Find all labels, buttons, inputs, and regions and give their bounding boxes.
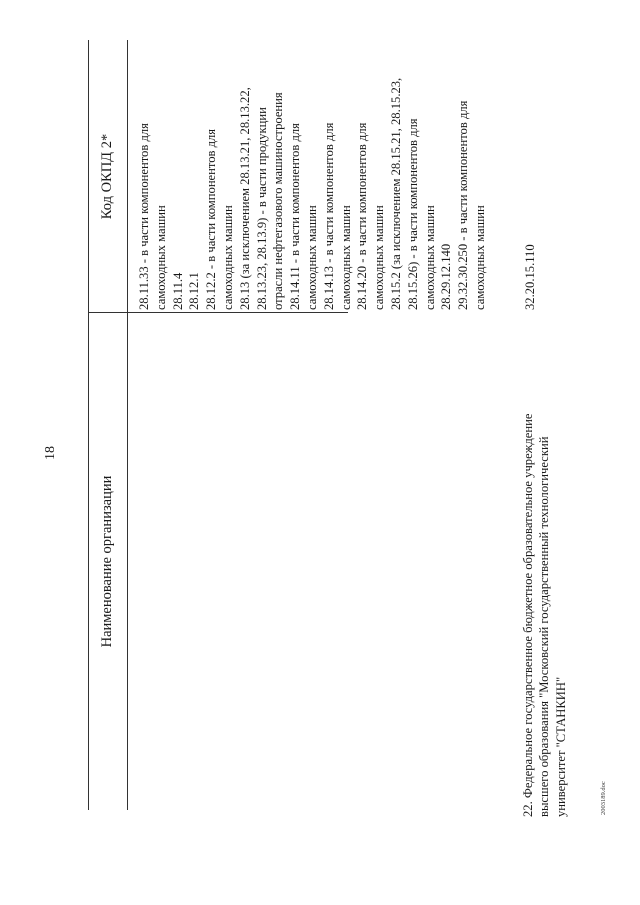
- code-line: самоходных машин: [372, 205, 387, 310]
- code-line: 28.11.33 - в части компонентов для: [137, 123, 151, 310]
- organization-code-cell: 32.20.15.110: [523, 244, 537, 310]
- code-line: 28.29.12.140: [439, 243, 454, 310]
- code-line: самоходных машин: [472, 205, 487, 310]
- code-line: отрасли нефтегазового машиностроения: [271, 92, 286, 310]
- code-line: 28.12.1: [187, 272, 202, 310]
- code-line: 28.13 (за исключением 28.13.21, 28.13.22,: [237, 87, 252, 310]
- code-line: самоходных машин: [153, 205, 168, 310]
- code-line: 28.15.2 (за исключением 28.15.21, 28.15.23,: [388, 77, 403, 310]
- code-line: 28.13.23, 28.13.9) - в части продукции: [254, 107, 269, 310]
- code-line: самоходных машин: [338, 205, 353, 310]
- organization-name-line: 22. Федеральное государственное бюджетное образовательное учреждение: [521, 413, 535, 817]
- organization-name-line: университет "СТАНКИН": [553, 676, 568, 817]
- code-line: 29.32.30.250 - в части компонентов для: [456, 100, 471, 310]
- code-line: самоходных машин: [422, 205, 437, 310]
- code-line: 28.14.11 - в части компонентов для: [288, 123, 303, 310]
- code-line: самоходных машин: [220, 205, 235, 310]
- table-header-divider: [127, 40, 128, 810]
- code-line: 28.11.4: [170, 272, 185, 310]
- organization-name-cell: [520, 317, 569, 817]
- column-header-okpd-code: Код ОКПД 2*: [99, 133, 115, 220]
- code-line: 28.12.2 - в части компонентов для: [204, 128, 219, 310]
- continued-codes-cell: [136, 20, 489, 310]
- table-top-border: [88, 40, 89, 810]
- code-line: самоходных машин: [304, 205, 319, 310]
- code-line: 28.14.13 - в части компонентов для: [321, 122, 336, 310]
- code-line: 28.14.20 - в части компонентов для: [355, 122, 370, 310]
- table-column-divider: [88, 312, 348, 313]
- page-number: 18: [43, 446, 58, 460]
- column-header-organization: Наименование организации: [99, 475, 115, 648]
- code-line: 28.15.26) - в части компонентов для: [405, 118, 420, 310]
- organization-name-line: высшего образования "Московский государственный технологический: [537, 436, 552, 817]
- footer-file-name: 2003189.doc: [600, 781, 607, 815]
